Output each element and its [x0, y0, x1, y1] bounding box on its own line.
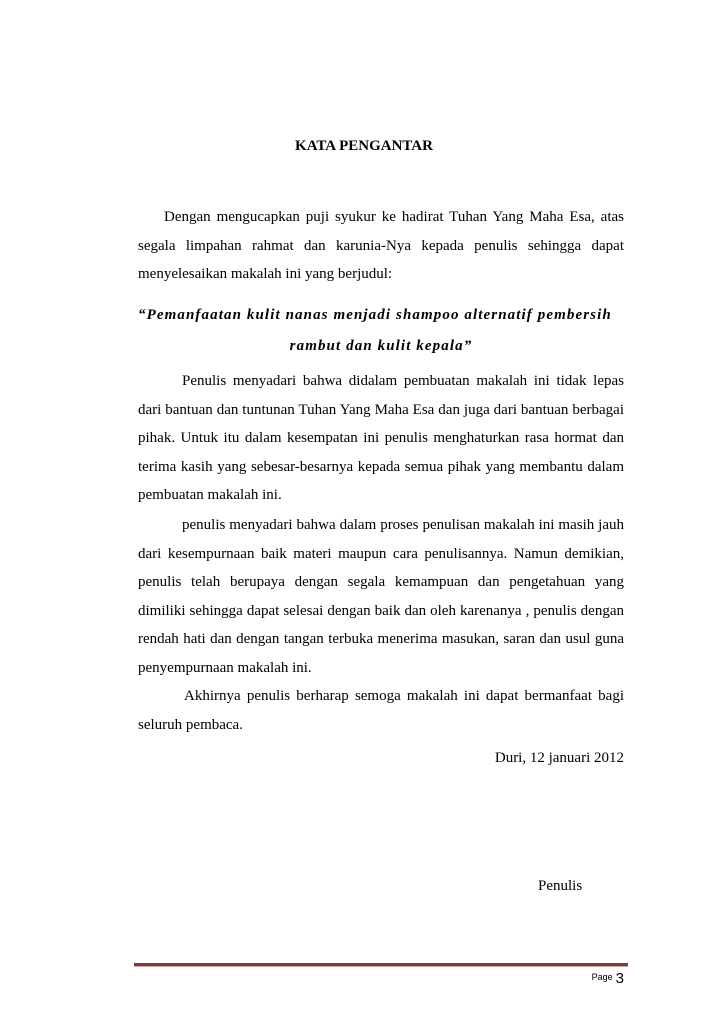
quote-line-1: “Pemanfaatan kulit nanas menjadi shampoo alternatif pembersih	[138, 307, 612, 323]
intro-paragraph: Dengan mengucapkan puji syukur ke hadirat Tuhan Yang Maha Esa, atas segala limpahan rahmat dan karunia-Nya kepada penulis sehingga dapat menyelesaikan makalah ini yang berjudul:	[138, 209, 624, 282]
page-label: Page	[591, 972, 613, 982]
footer-rule	[134, 963, 628, 967]
date-line: Duri, 12 januari 2012	[494, 750, 624, 766]
quote-line-2: rambut dan kulit kepala”	[289, 338, 473, 354]
page-number	[592, 970, 624, 987]
closing-paragraph: Akhirnya penulis berharap semoga makalah ini dapat bermanfaat bagi seluruh pembaca.	[138, 688, 624, 733]
book-title-quote	[138, 300, 624, 362]
acknowledgement-paragraph: Penulis menyadari bahwa didalam pembuatan makalah ini tidak lepas dari bantuan dan tuntunan Tuhan Yang Maha Esa dan juga dari bantuan berbagai pihak. Untuk itu dalam kesempatan ini penulis menghaturkan rasa hormat dan terima kasih yang sebesar-besarnya kepada semua pihak yang membantu dalam pembuatan makalah ini.	[138, 373, 624, 503]
page-title: KATA PENGANTAR	[295, 138, 433, 154]
page-number-value: 3	[615, 970, 624, 987]
signer-name: Penulis	[538, 878, 583, 894]
limitations-paragraph: penulis menyadari bahwa dalam proses penulisan makalah ini masih jauh dari kesempurnaan baik materi maupun cara penulisannya. Namun demikian, penulis telah berupaya dengan segala kemampuan dan pengetahuan yang dimiliki sehingga dapat selesai dengan baik dan oleh karenanya , penulis dengan rendah hati dan dengan tangan terbuka menerima masukan, saran dan usul guna penyempurnaan makalah ini.	[138, 517, 624, 676]
